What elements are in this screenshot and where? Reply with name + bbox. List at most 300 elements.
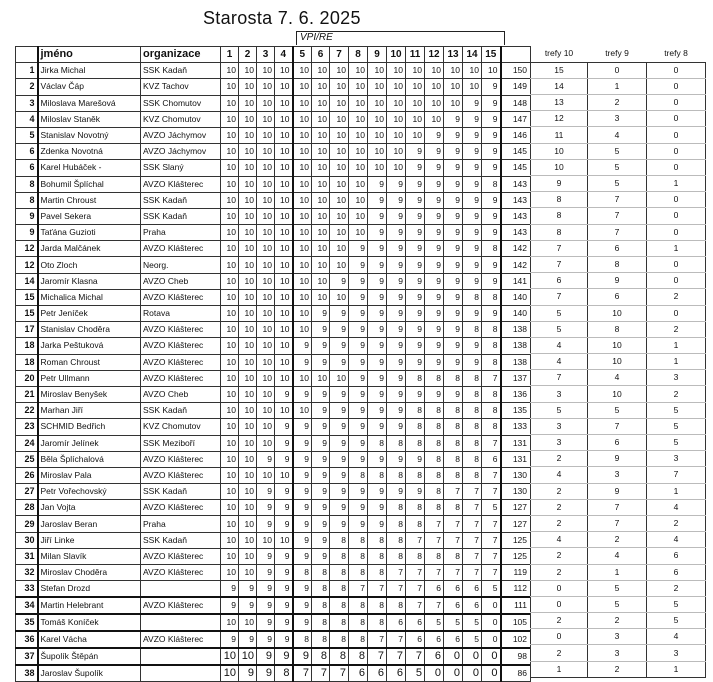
score-cell: 10 [221,306,239,322]
table-row [16,597,531,614]
score-cell: 9 [293,516,312,532]
org-cell: Neorg. [141,257,221,273]
org-cell: SSK Kadaň [141,63,221,79]
total-cell: 143 [501,225,531,241]
rank-cell: 2 [16,79,38,95]
rank-cell: 28 [16,500,38,516]
score-cell: 10 [221,370,239,386]
score-cell: 10 [312,289,330,305]
score-cell: 9 [387,241,406,257]
trefy-cell: 4 [588,370,647,386]
score-cell: 8 [444,403,463,419]
score-cell: 0 [444,648,463,665]
score-cell: 9 [239,665,257,682]
trefy-cell: 2 [531,499,588,515]
rank-cell: 26 [16,467,38,483]
score-cell: 10 [239,403,257,419]
score-cell: 9 [312,500,330,516]
score-cell: 9 [368,451,387,467]
round-header: 8 [349,47,368,63]
score-cell: 9 [349,257,368,273]
score-cell: 10 [221,241,239,257]
score-cell: 9 [293,484,312,500]
trefy-row [531,273,706,289]
score-cell: 7 [425,516,444,532]
trefy-cell: 2 [647,580,706,596]
score-cell: 9 [482,160,501,176]
score-cell: 9 [312,548,330,564]
score-cell: 8 [387,435,406,451]
score-cell: 10 [221,435,239,451]
total-cell: 145 [501,160,531,176]
score-cell: 7 [406,648,425,665]
name-header: jméno [38,47,141,63]
trefy-cell: 7 [588,224,647,240]
total-cell: 150 [501,63,531,79]
score-cell: 9 [387,257,406,273]
score-cell: 10 [239,386,257,402]
trefy-row [531,208,706,224]
name-cell: Oto Zloch [38,257,141,273]
score-cell: 5 [406,665,425,682]
table-row [16,370,531,386]
org-cell: SSK Chomutov [141,95,221,111]
score-cell: 8 [444,435,463,451]
score-cell: 6 [444,597,463,614]
name-cell: Roman Chroust [38,354,141,370]
org-cell: AVZO Klášterec [141,565,221,581]
score-cell: 8 [406,516,425,532]
score-cell: 7 [463,565,482,581]
trefy-cell: 9 [531,176,588,192]
score-cell: 8 [482,322,501,338]
total-cell: 119 [501,565,531,581]
rank-cell: 18 [16,338,38,354]
trefy-header-row [531,46,706,62]
org-cell: AVZO Jáchymov [141,127,221,143]
trefy-row [531,499,706,515]
score-cell: 10 [387,144,406,160]
round-header: 6 [312,47,330,63]
trefy-cell: 3 [588,467,647,483]
score-cell: 9 [349,273,368,289]
trefy-cell: 2 [647,321,706,337]
trefy-cell: 0 [647,159,706,175]
score-cell: 10 [275,306,293,322]
score-cell: 7 [293,665,312,682]
score-cell: 10 [221,484,239,500]
score-cell: 9 [275,386,293,402]
score-cell: 10 [312,225,330,241]
score-cell: 9 [406,257,425,273]
score-cell: 9 [330,306,349,322]
score-cell: 9 [406,160,425,176]
score-cell: 7 [482,484,501,500]
score-cell: 9 [349,484,368,500]
score-cell: 10 [368,127,387,143]
score-cell: 10 [275,241,293,257]
score-cell: 9 [275,648,293,665]
rank-cell: 6 [16,144,38,160]
score-cell: 8 [349,631,368,648]
table-row [16,451,531,467]
rank-cell: 5 [16,127,38,143]
score-cell: 9 [406,306,425,322]
total-cell: 138 [501,338,531,354]
score-cell: 8 [463,419,482,435]
name-cell: Jaroslav Šupolík [38,665,141,682]
total-cell: 86 [501,665,531,682]
trefy-cell: 7 [588,515,647,531]
score-cell: 10 [330,63,349,79]
score-cell: 8 [482,403,501,419]
trefy-cell: 1 [588,78,647,94]
score-cell: 10 [330,160,349,176]
score-cell: 9 [275,614,293,631]
score-cell: 9 [368,225,387,241]
org-cell: SSK Kadaň [141,532,221,548]
trefy-cell: 5 [588,580,647,596]
score-cell: 8 [444,370,463,386]
rank-cell: 12 [16,257,38,273]
score-cell: 10 [330,176,349,192]
score-cell: 8 [349,532,368,548]
name-cell: Petr Ullmann [38,370,141,386]
score-cell: 10 [312,208,330,224]
trefy-row [531,289,706,305]
score-cell: 9 [239,597,257,614]
score-cell: 10 [368,111,387,127]
rank-cell: 14 [16,273,38,289]
trefy-cell: 7 [647,467,706,483]
score-cell: 9 [406,354,425,370]
score-cell: 10 [239,484,257,500]
score-cell: 5 [425,614,444,631]
trefy-row [531,386,706,402]
round-header: 9 [368,47,387,63]
score-cell: 9 [330,451,349,467]
org-cell: SSK Kadaň [141,484,221,500]
score-cell: 10 [239,419,257,435]
score-cell: 10 [275,273,293,289]
round-header: 11 [406,47,425,63]
score-cell: 8 [482,289,501,305]
score-cell: 8 [387,548,406,564]
score-cell: 8 [425,500,444,516]
total-cell: 105 [501,614,531,631]
score-cell: 7 [406,532,425,548]
score-cell: 9 [463,208,482,224]
round-header: 15 [482,47,501,63]
score-cell: 10 [293,208,312,224]
trefy-cell: 2 [531,515,588,531]
score-cell: 9 [312,435,330,451]
trefy-cell: 6 [647,548,706,564]
score-cell: 8 [482,419,501,435]
score-cell: 10 [275,370,293,386]
trefy-row [531,111,706,127]
score-cell: 10 [387,160,406,176]
score-cell: 9 [463,354,482,370]
score-cell: 6 [425,631,444,648]
score-cell: 9 [482,127,501,143]
trefy-cell: 2 [588,661,647,677]
score-cell: 7 [349,581,368,598]
score-cell: 5 [444,614,463,631]
trefy-cell: 0 [647,127,706,143]
score-cell: 6 [387,665,406,682]
score-cell: 10 [349,127,368,143]
trefy-row [531,354,706,370]
score-cell: 10 [257,208,275,224]
total-cell: 125 [501,548,531,564]
trefy-row [531,78,706,94]
score-cell: 8 [312,565,330,581]
score-cell: 10 [312,192,330,208]
score-cell: 9 [275,631,293,648]
trefy-cell: 8 [531,224,588,240]
score-cell: 9 [275,451,293,467]
score-cell: 7 [368,648,387,665]
trefy-cell: 10 [588,386,647,402]
score-cell: 9 [257,597,275,614]
name-cell: Jan Vojta [38,500,141,516]
score-cell: 8 [368,548,387,564]
score-cell: 9 [257,516,275,532]
rank-cell: 9 [16,208,38,224]
score-cell: 10 [257,63,275,79]
score-cell: 6 [349,665,368,682]
trefy-cell: 7 [531,370,588,386]
score-cell: 10 [293,322,312,338]
total-cell: 141 [501,273,531,289]
rank-cell: 22 [16,403,38,419]
rank-cell: 21 [16,386,38,402]
score-cell: 7 [444,516,463,532]
score-cell: 10 [406,79,425,95]
round-header: 2 [239,47,257,63]
name-cell: Michalica Michal [38,289,141,305]
name-cell: Jiří Linke [38,532,141,548]
org-cell: KVZ Chomutov [141,111,221,127]
trefy-row [531,596,706,612]
score-cell: 7 [482,435,501,451]
score-cell: 7 [444,532,463,548]
score-cell: 6 [406,614,425,631]
score-cell: 8 [330,648,349,665]
score-cell: 9 [387,451,406,467]
score-cell: 8 [349,614,368,631]
score-cell: 9 [312,451,330,467]
score-cell: 10 [275,95,293,111]
score-cell: 8 [387,516,406,532]
name-cell: Petr Vořechovský [38,484,141,500]
score-cell: 10 [330,144,349,160]
score-cell: 8 [425,451,444,467]
score-cell: 10 [425,63,444,79]
org-cell: AVZO Klášterec [141,370,221,386]
org-cell: AVZO Jáchymov [141,144,221,160]
score-cell: 10 [387,95,406,111]
trefy-cell: 3 [647,451,706,467]
trefy-row [531,370,706,386]
score-cell: 9 [293,532,312,548]
score-cell: 9 [275,500,293,516]
round-header: 7 [330,47,349,63]
trefy-cell: 4 [531,532,588,548]
score-cell: 8 [330,548,349,564]
score-cell: 9 [368,516,387,532]
trefy-row [531,192,706,208]
score-cell: 9 [463,225,482,241]
score-cell: 7 [482,370,501,386]
score-cell: 10 [293,144,312,160]
trefy-cell: 10 [531,143,588,159]
trefy-cell: 1 [531,661,588,677]
score-cell: 9 [463,144,482,160]
score-cell: 8 [330,581,349,598]
total-cell: 112 [501,581,531,598]
org-cell: AVZO Klášterec [141,322,221,338]
score-cell: 9 [425,322,444,338]
score-cell: 9 [425,273,444,289]
score-cell: 10 [239,160,257,176]
score-cell: 9 [330,322,349,338]
score-cell: 10 [221,192,239,208]
score-cell: 9 [239,581,257,598]
score-cell: 9 [312,467,330,483]
score-cell: 9 [444,144,463,160]
score-cell: 10 [293,79,312,95]
score-cell: 9 [312,386,330,402]
score-cell: 8 [349,548,368,564]
org-cell: Praha [141,225,221,241]
score-cell: 10 [406,95,425,111]
trefy-cell: 0 [647,256,706,272]
score-cell: 10 [330,208,349,224]
rank-cell: 18 [16,354,38,370]
score-cell: 6 [425,581,444,598]
score-cell: 9 [425,160,444,176]
score-cell: 8 [444,500,463,516]
score-cell: 10 [368,160,387,176]
score-cell: 10 [221,176,239,192]
score-cell: 9 [275,548,293,564]
trefy-row [531,337,706,353]
name-cell: Karel Hubáček - [38,160,141,176]
trefy-cell: 5 [647,402,706,418]
total-header [501,47,531,63]
score-cell: 9 [368,273,387,289]
score-cell: 0 [444,665,463,682]
table-row [16,386,531,402]
trefy-cell: 14 [531,78,588,94]
table-row [16,160,531,176]
score-cell: 9 [349,354,368,370]
score-cell: 9 [482,273,501,289]
score-cell: 10 [275,192,293,208]
score-cell: 10 [221,208,239,224]
org-cell: AVZO Cheb [141,386,221,402]
org-cell [141,581,221,598]
score-cell: 8 [330,614,349,631]
table-row [16,403,531,419]
score-cell: 10 [312,63,330,79]
score-cell: 10 [312,257,330,273]
table-row [16,665,531,682]
trefy-cell: 0 [647,305,706,321]
org-cell: AVZO Klášterec [141,467,221,483]
score-cell: 10 [349,63,368,79]
score-cell: 9 [387,192,406,208]
score-cell: 7 [387,565,406,581]
score-cell: 10 [221,225,239,241]
table-row [16,435,531,451]
score-cell: 10 [275,338,293,354]
score-cell: 10 [221,516,239,532]
total-cell: 145 [501,144,531,160]
table-row [16,95,531,111]
trefy-cell: 2 [647,289,706,305]
score-cell: 10 [257,95,275,111]
score-cell: 9 [482,144,501,160]
table-row [16,225,531,241]
score-cell: 10 [239,435,257,451]
score-cell: 7 [482,565,501,581]
score-cell: 9 [312,354,330,370]
score-cell: 7 [425,565,444,581]
score-cell: 9 [330,338,349,354]
rank-cell: 37 [16,648,38,665]
trefy-cell: 7 [531,289,588,305]
trefy-row [531,159,706,175]
score-cell: 10 [239,467,257,483]
score-cell: 9 [425,127,444,143]
trefy-cell: 6 [588,289,647,305]
score-cell: 8 [444,419,463,435]
score-cell: 10 [349,95,368,111]
rank-cell: 29 [16,516,38,532]
table-row [16,79,531,95]
score-cell: 10 [387,127,406,143]
score-cell: 8 [463,451,482,467]
trefy-row [531,256,706,272]
trefy-row [531,62,706,78]
org-cell: AVZO Klášterec [141,597,221,614]
trefy-cell: 3 [588,629,647,645]
score-cell: 8 [368,614,387,631]
trefy-9-header: trefy 9 [605,48,629,59]
table-row [16,648,531,665]
rank-cell: 36 [16,631,38,648]
trefy-cell: 0 [647,208,706,224]
score-cell: 9 [293,354,312,370]
score-cell: 10 [221,338,239,354]
trefy-row [531,127,706,143]
score-cell: 10 [275,403,293,419]
score-cell: 5 [482,581,501,598]
score-cell: 10 [257,289,275,305]
score-cell: 6 [463,597,482,614]
trefy-cell: 5 [647,596,706,612]
score-cell: 10 [239,111,257,127]
table-row [16,614,531,631]
table-row [16,111,531,127]
score-cell: 9 [444,208,463,224]
trefy-row [531,661,706,677]
score-cell: 10 [293,273,312,289]
score-cell: 7 [406,581,425,598]
